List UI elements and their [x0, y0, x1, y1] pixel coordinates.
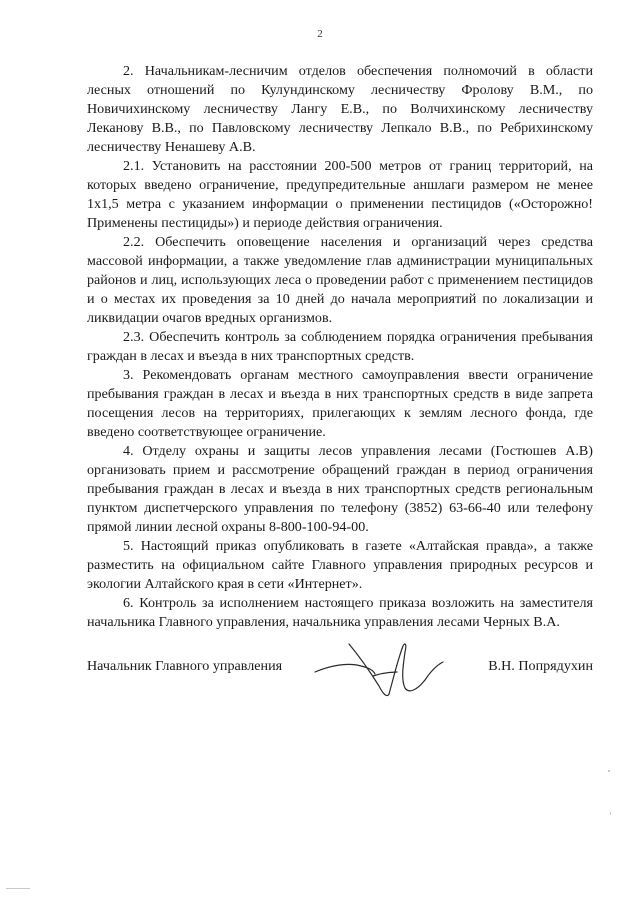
signature-block — [87, 636, 593, 706]
paragraph-4: 4. Отделу охраны и защиты лесов управления лесами (Гостюшев А.В) организовать прием и рассмотрение обращений граждан в период ограничения пребывания граждан в лесах и въезда в них транспортных средств региональным пунктом диспетчерского управления по телефону (3852) 63-66-40 или телефону прямой линии лесной охраны 8-800-100-94-00. — [87, 443, 593, 535]
signatory-title: Начальник Главного управления — [87, 658, 283, 674]
scan-mark — [610, 812, 611, 815]
paragraph-3: 3. Рекомендовать органам местного самоуправления ввести ограничение пребывания граждан в лесах и въезда в них транспортных средств в виде запрета посещения лесов на территориях, прилегающих к землям лесного фонда, где введено соответствующее ограничение. — [87, 367, 593, 440]
signatory-name: В.Н. Попрядухин — [488, 658, 593, 674]
paragraph-2-3: 2.3. Обеспечить контроль за соблюдением порядка ограничения пребывания граждан в лесах и въезда в них транспортных средств. — [87, 329, 593, 364]
scan-mark — [608, 770, 610, 772]
handwritten-signature — [309, 636, 449, 706]
paragraph-2-1: 2.1. Установить на расстоянии 200-500 метров от границ территорий, на которых введено ограничение, предупредительные аншлаги размером не менее 1х1,5 метра с указанием информации о применении пестицидов («Осторожно! Применены пестициды») и периоде действия ограничения. — [87, 158, 593, 231]
page-number: 2 — [317, 28, 323, 40]
paragraph-2-2: 2.2. Обеспечить оповещение населения и организаций через средства массовой информации, а также уведомление глав администрации муниципальных районов и лиц, использующих леса о проведении работ с применением пестицидов и о местах их проведения за 10 дней до начала мероприятий по локализации и ликвидации очагов вредных организмов. — [87, 234, 593, 326]
document-body — [87, 62, 593, 632]
paragraph-2: 2. Начальникам-лесничим отделов обеспечения полномочий в области лесных отношений по Кулундинскому лесничеству Фролову В.М., по Новичихинскому лесничеству Лангу Е.В., по Волчихинскому лесничеству Леканову В.В., по Павловскому лесничеству Лепкало В.В., по Ребрихинскому лесничеству Ненашеву А.В. — [87, 63, 593, 155]
paragraph-5: 5. Настоящий приказ опубликовать в газете «Алтайская правда», а также разместить на официальном сайте Главного управления природных ресурсов и экологии Алтайского края в сети «Интернет». — [87, 538, 593, 592]
scan-mark — [6, 888, 30, 889]
paragraph-6: 6. Контроль за исполнением настоящего приказа возложить на заместителя начальника Главного управления, начальника управления лесами Черных В.А. — [87, 595, 593, 630]
